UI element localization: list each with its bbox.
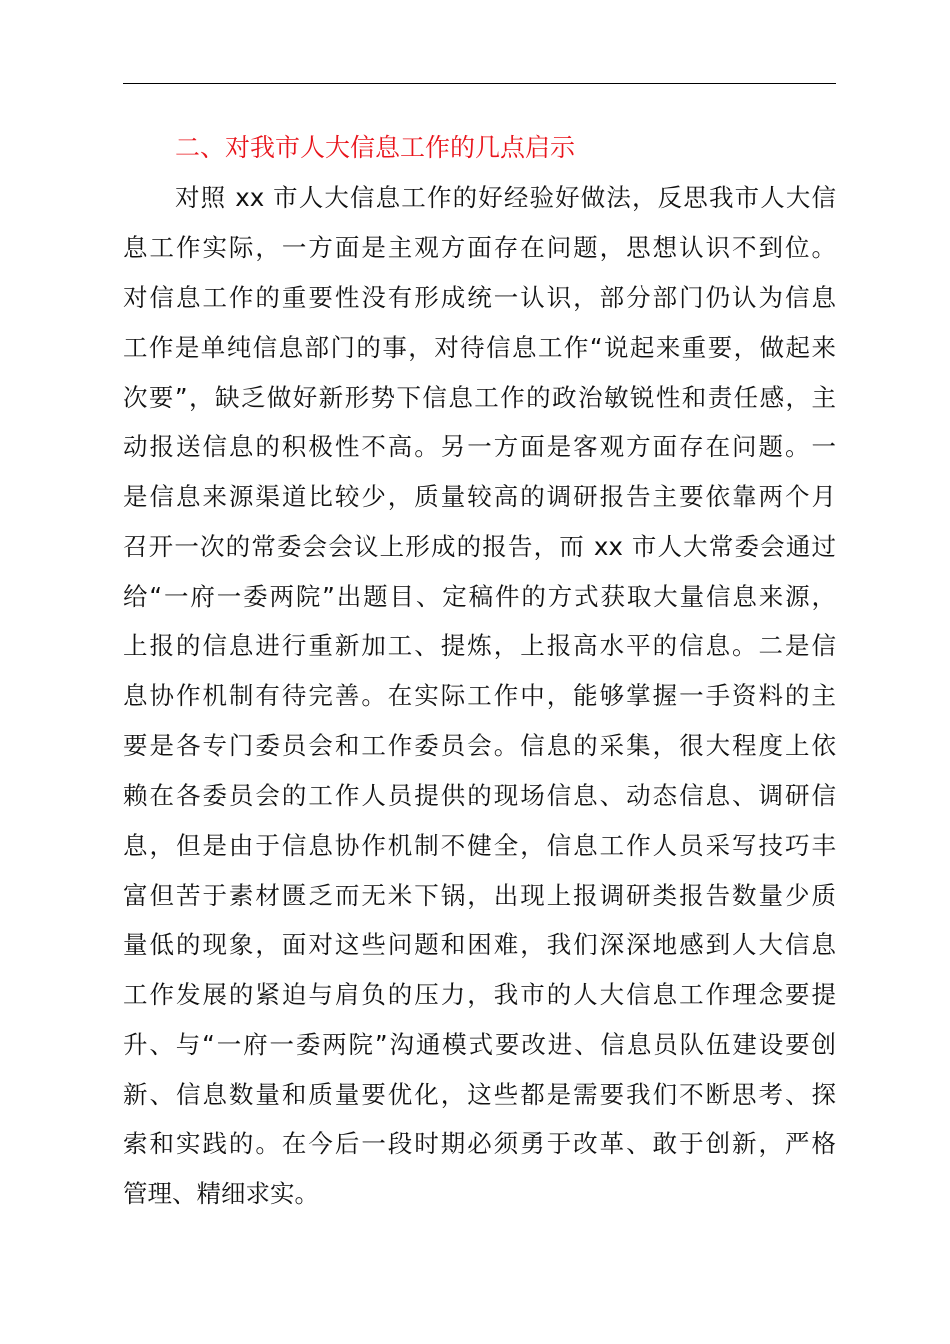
text-line: 管理、精细求实。 — [123, 1179, 319, 1208]
text-line: 索和实践的。在今后一段时期必须勇于改革、敢于创新，严格 — [123, 1129, 836, 1158]
section-heading: 二、对我市人大信息工作的几点启示 — [175, 133, 576, 162]
text-line: 息协作机制有待完善。在实际工作中，能够掌握一手资料的主 — [123, 681, 836, 710]
text-line: 对信息工作的重要性没有形成统一认识，部分部门仍认为信息 — [123, 283, 836, 312]
text-line: 工作是单纯信息部门的事，对待信息工作“说起来重要，做起来 — [123, 333, 836, 362]
text-line: 工作发展的紧迫与肩负的压力，我市的人大信息工作理念要提 — [123, 980, 836, 1009]
text-line: 赖在各委员会的工作人员提供的现场信息、动态信息、调研信 — [123, 781, 836, 810]
text-line: 对照 xx 市人大信息工作的好经验好做法，反思我市人大信 — [175, 183, 836, 212]
text-line: 召开一次的常委会会议上形成的报告，而 xx 市人大常委会通过 — [123, 532, 836, 561]
text-line: 息，但是由于信息协作机制不健全，信息工作人员采写技巧丰 — [123, 831, 836, 860]
text-line: 量低的现象，面对这些问题和困难，我们深深地感到人大信息 — [123, 930, 836, 959]
text-line: 是信息来源渠道比较少，质量较高的调研报告主要依靠两个月 — [123, 482, 836, 511]
text-line: 升、与“一府一委两院”沟通模式要改进、信息员队伍建设要创 — [123, 1030, 836, 1059]
text-line: 富但苦于素材匮乏而无米下锅，出现上报调研类报告数量少质 — [123, 881, 836, 910]
text-line: 动报送信息的积极性不高。另一方面是客观方面存在问题。一 — [123, 432, 836, 461]
text-line: 要是各专门委员会和工作委员会。信息的采集，很大程度上依 — [123, 731, 836, 760]
text-line: 新、信息数量和质量要优化，这些都是需要我们不断思考、探 — [123, 1080, 836, 1109]
header-rule — [123, 83, 836, 84]
text-line: 次要”，缺乏做好新形势下信息工作的政治敏锐性和责任感，主 — [123, 383, 836, 412]
text-line: 给“一府一委两院”出题目、定稿件的方式获取大量信息来源， — [123, 582, 836, 611]
text-line: 上报的信息进行重新加工、提炼，上报高水平的信息。二是信 — [123, 631, 836, 660]
text-line: 息工作实际，一方面是主观方面存在问题，思想认识不到位。 — [123, 233, 836, 262]
